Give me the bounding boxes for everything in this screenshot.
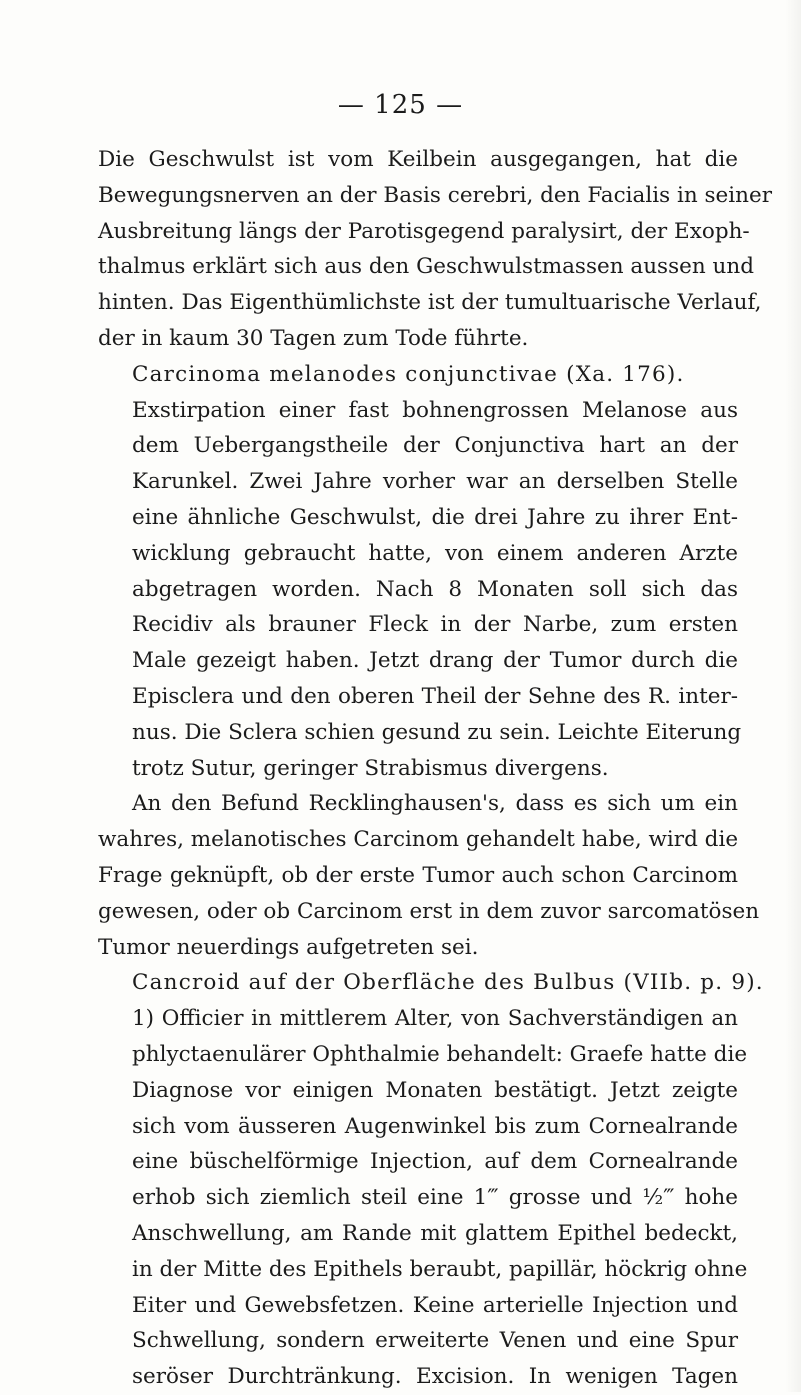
text-line: Tumor neuerdings aufgetreten sei. [98, 934, 479, 960]
text-line: An den Befund Recklinghausen's, dass es sich um ein [132, 791, 738, 817]
text-line: sich vom äusseren Augenwinkel bis zum Cornealrande [132, 1113, 738, 1139]
text-line: Ausbreitung längs der Parotisgegend paralysirt, der Exoph- [98, 218, 750, 244]
page-text [98, 142, 772, 1395]
text-line: thalmus erklärt sich aus den Geschwulstmassen aussen und [98, 254, 754, 280]
text-line: Male gezeigt haben. Jetzt drang der Tumor durch die [132, 648, 738, 674]
text-line: hinten. Das Eigenthümlichste ist der tumultuarische Verlauf, [98, 290, 762, 316]
text-line: nus. Die Sclera schien gesund zu sein. Leichte Eiterung [132, 719, 742, 745]
text-line: Die Geschwulst ist vom Keilbein ausgegangen, hat die [98, 147, 738, 172]
text-line: phlyctaenulärer Ophthalmie behandelt: Graefe hatte die [132, 1041, 748, 1067]
text-line: erhob sich ziemlich steil eine 1‴ grosse und ½‴ hohe [132, 1185, 738, 1211]
section-heading: Cancroid auf der Oberfläche des Bulbus (VIIb. p. 9). [132, 970, 764, 996]
text-line: Recidiv als brauner Fleck in der Narbe, zum ersten [132, 612, 738, 638]
text-line: Diagnose vor einigen Monaten bestätigt. Jetzt zeigte [132, 1077, 738, 1103]
text-line: 1) Officier in mittlerem Alter, von Sachverständigen an [132, 1006, 738, 1032]
page-edge-shadow [785, 0, 801, 1392]
text-line: dem Uebergangstheile der Conjunctiva hart an der [132, 433, 738, 459]
text-line: Eiter und Gewebsfetzen. Keine arterielle Injection und [132, 1292, 738, 1318]
text-line: Episclera und den oberen Theil der Sehne des R. inter- [132, 683, 738, 709]
text-line: gewesen, oder ob Carcinom erst in dem zuvor sarcomatösen [98, 898, 760, 924]
page-number: — 125 — [337, 90, 464, 120]
text-line: trotz Sutur, geringer Strabismus divergens. [132, 755, 609, 781]
text-line: der in kaum 30 Tagen zum Tode führte. [98, 325, 529, 351]
text-line: Bewegungsnerven an der Basis cerebri, den Facialis in seiner [98, 182, 772, 208]
text-line: seröser Durchtränkung. Excision. In wenigen Tagen [132, 1364, 738, 1390]
text-line: Frage geknüpft, ob der erste Tumor auch schon Carcinom [98, 862, 738, 888]
text-line: Exstirpation einer fast bohnengrossen Melanose aus [132, 397, 738, 423]
text-line: Karunkel. Zwei Jahre vorher war an derselben Stelle [132, 469, 738, 495]
text-line: eine büschelförmige Injection, auf dem Cornealrande [132, 1149, 738, 1175]
section-heading: Carcinoma melanodes conjunctivae (Xa. 176). [132, 361, 685, 387]
text-line: wahres, melanotisches Carcinom gehandelt habe, wird die [98, 827, 739, 853]
text-line: wicklung gebraucht hatte, von einem anderen Arzte [132, 540, 738, 566]
text-line: Schwellung, sondern erweiterte Venen und eine Spur [132, 1328, 738, 1354]
text-line: abgetragen worden. Nach 8 Monaten soll sich das [132, 576, 738, 602]
text-line: Anschwellung, am Rande mit glattem Epithel bedeckt, [132, 1220, 738, 1246]
text-line: in der Mitte des Epithels beraubt, papillär, höckrig ohne [132, 1256, 748, 1282]
text-line: eine ähnliche Geschwulst, die drei Jahre zu ihrer Ent- [132, 504, 738, 530]
